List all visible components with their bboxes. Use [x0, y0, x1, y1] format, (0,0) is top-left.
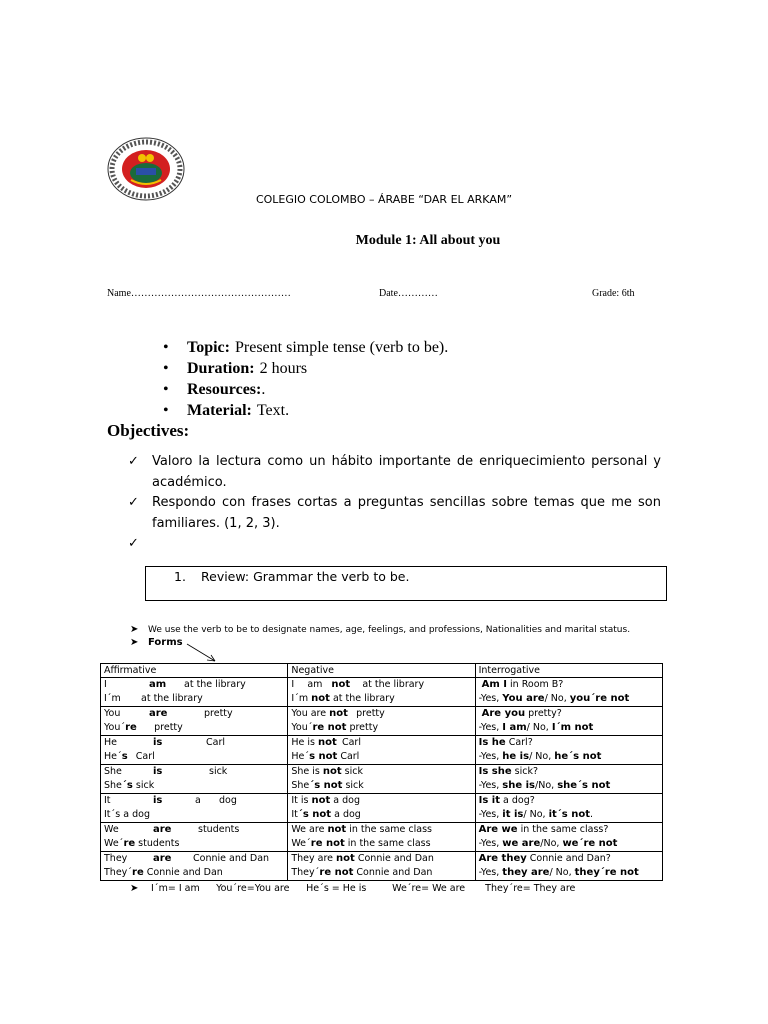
info-value: Present simple tense (verb to be). [234, 339, 449, 356]
affirmative-cell: We are students We´re students [101, 823, 288, 852]
bullet-icon: • [163, 402, 169, 419]
affirmative-cell: She is sick She´s sick [101, 765, 288, 794]
table-row [101, 852, 663, 881]
affirmative-cell: You are pretty You´re pretty [101, 707, 288, 736]
verb-to-be-table [100, 663, 663, 881]
column-header: Interrogative [475, 664, 662, 678]
checkmark-icon: ✓ [128, 495, 139, 510]
contraction: We´re= We are [392, 883, 466, 894]
interrogative-cell: Are we in the same class? -Yes, we are/No, we´re not [475, 823, 662, 852]
info-material [163, 400, 448, 421]
objective-item [128, 534, 661, 555]
objectives-list [128, 452, 661, 555]
arrow-bullet-icon: ➤ [130, 637, 139, 648]
objectives-heading: Objectives: [107, 421, 190, 440]
info-label: Duration: [187, 360, 255, 377]
review-number: 1. [174, 569, 186, 584]
contractions-line [130, 883, 575, 894]
info-label: Resources: [187, 381, 262, 398]
pointer-arrow-icon [186, 642, 218, 664]
affirmative-cell: It is a dog It´s a dog [101, 794, 288, 823]
table-row [101, 794, 663, 823]
column-header: Negative [288, 664, 475, 678]
contraction: You´re=You are [216, 883, 290, 894]
interrogative-cell: Are they Connie and Dan? -Yes, they are/ No, they´re not [475, 852, 662, 881]
date-field: Date………… [379, 288, 438, 299]
negative-cell: We are not in the same class We´re not in the same class [288, 823, 475, 852]
name-field: Name………………………………………… [107, 288, 291, 299]
arrow-bullet-icon: ➤ [130, 624, 139, 635]
table-row [101, 736, 663, 765]
negative-cell: They are not Connie and Dan They´re not Connie and Dan [288, 852, 475, 881]
module-title: Module 1: All about you [355, 233, 501, 248]
negative-cell: He is not Carl He´s not Carl [288, 736, 475, 765]
negative-cell: She is not sick She´s not sick [288, 765, 475, 794]
info-label: Material: [187, 402, 252, 419]
negative-cell: I am not at the library I´m not at the library [288, 678, 475, 707]
column-header: Affirmative [101, 664, 288, 678]
info-duration [163, 358, 448, 379]
lesson-info-list [163, 337, 448, 421]
table-row [101, 823, 663, 852]
contraction: I´m= I am [151, 883, 200, 894]
interrogative-cell: Is it a dog? -Yes, it is/ No, it´s not. [475, 794, 662, 823]
negative-cell: You are not pretty You´re not pretty [288, 707, 475, 736]
review-text: Review: Grammar the verb to be. [201, 569, 410, 584]
interrogative-cell: Are you pretty? -Yes, I am/ No, I´m not [475, 707, 662, 736]
table-row [101, 678, 663, 707]
school-name: COLEGIO COLOMBO – ÁRABE “DAR EL ARKAM” [255, 193, 513, 206]
table-row [101, 707, 663, 736]
bullet-icon: • [163, 360, 169, 377]
grade-field: Grade: 6th [592, 288, 635, 299]
contraction: They´re= They are [485, 883, 576, 894]
negative-cell: It is not a dog It´s not a dog [288, 794, 475, 823]
affirmative-cell: I am at the library I´m at the library [101, 678, 288, 707]
affirmative-cell: He is Carl He´s Carl [101, 736, 288, 765]
info-topic [163, 337, 448, 358]
interrogative-cell: Am I in Room B? -Yes, You are/ No, you´re not [475, 678, 662, 707]
bullet-icon: • [163, 381, 169, 398]
info-value: 2 hours [259, 360, 308, 377]
affirmative-cell: They are Connie and Dan They´re Connie and Dan [101, 852, 288, 881]
contraction: He´s = He is [306, 883, 367, 894]
interrogative-cell: Is he Carl? -Yes, he is/ No, he´s not [475, 736, 662, 765]
checkmark-icon: ✓ [128, 536, 139, 551]
info-label: Topic: [187, 339, 230, 356]
review-box [145, 566, 667, 601]
objective-item: ✓ Respondo con frases cortas a preguntas sencillas sobre temas que me son familiares. (1, 2, 3). [128, 493, 661, 534]
table-header-row [101, 664, 663, 678]
arrow-bullet-icon: ➤ [130, 883, 139, 894]
objective-item: ✓ Valoro la lectura como un hábito importante de enriquecimiento personal y académico. [128, 452, 661, 493]
forms-label: ➤ Forms [130, 637, 183, 648]
info-resources [163, 379, 448, 400]
info-value: Text. [256, 402, 290, 419]
checkmark-icon: ✓ [128, 454, 139, 469]
usage-note: ➤ We use the verb to be to designate names, age, feelings, and professions, Nationalities and marital status. [130, 624, 631, 635]
bullet-icon: • [163, 339, 169, 356]
interrogative-cell: Is she sick? -Yes, she is/No, she´s not [475, 765, 662, 794]
table-row [101, 765, 663, 794]
info-value: . [261, 381, 266, 398]
